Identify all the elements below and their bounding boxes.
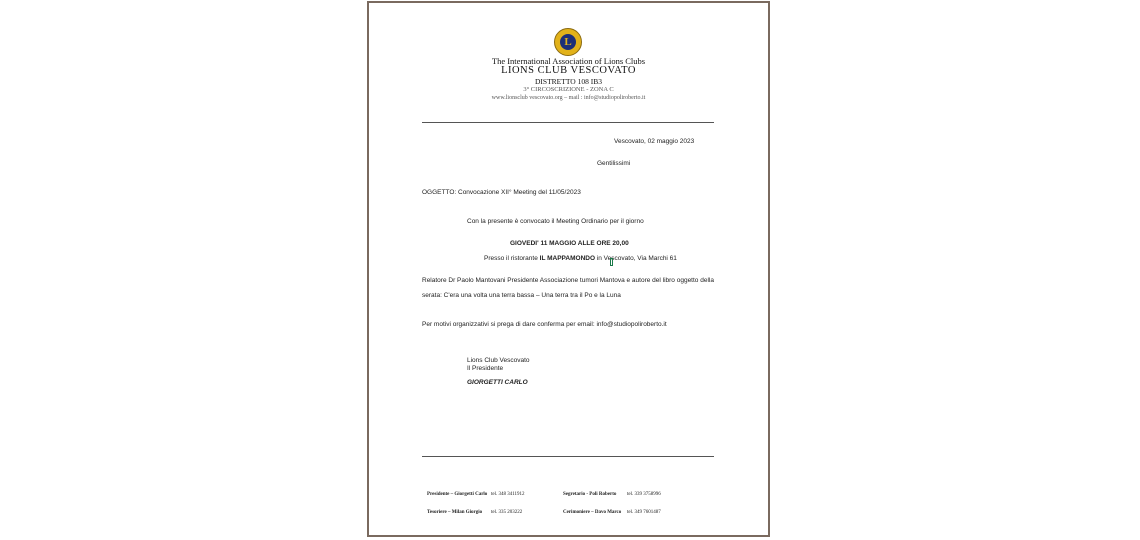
signoff-name: GIORGETTI CARLO (467, 379, 528, 386)
signoff-club: Lions Club Vescovato (467, 357, 530, 364)
header-divider (422, 122, 714, 123)
association-name: The International Association of Lions Clubs (491, 56, 646, 66)
venue-prefix: Presso il ristorante (484, 255, 540, 262)
meeting-datetime: GIOVEDI' 11 MAGGIO ALLE ORE 20,00 (510, 240, 629, 247)
footer-secretary: Segretario - Poli Roberto (563, 492, 617, 497)
district: DISTRETTO 108 IB3 (535, 77, 602, 86)
signoff-role: Il Presidente (467, 365, 504, 372)
confirmation-line: Per motivi organizzativi si prega di dare conferma per email: info@studiopoliroberto.it (422, 321, 667, 328)
footer-treasurer: Tesoriere – Milan Giorgio (427, 510, 483, 515)
circoscrizione: 3° CIRCOSCRIZIONE - ZONA C (523, 86, 614, 93)
text-cursor (610, 258, 613, 266)
intro-line: Con la presente è convocato il Meeting Ordinario per il giorno (467, 218, 644, 225)
footer-secretary-tel: tel. 339 3758996 (627, 492, 661, 497)
letter-date: Vescovato, 02 maggio 2023 (614, 138, 695, 145)
footer-president-tel: tel. 348 3411912 (491, 492, 525, 497)
footer-ceremony: Cerimoniere – Davo Marco (563, 510, 622, 515)
venue-suffix: in Vescovato, Via Marchi 61 (595, 255, 677, 262)
speaker-line-2: serata: C'era una volta una terra bassa – Una terra tra il Po e la Luna (422, 292, 621, 299)
venue-name: IL MAPPAMONDO (539, 255, 596, 262)
lions-logo (554, 28, 582, 56)
footer-divider (422, 456, 714, 457)
footer-treasurer-tel: tel. 335 203222 (491, 510, 523, 515)
footer-ceremony-tel: tel. 349 7601487 (627, 510, 661, 515)
footer-president: Presidente – Giorgetti Carlo (427, 492, 488, 497)
club-name: LIONS CLUB VESCOVATO (501, 65, 636, 76)
subject-line: OGGETTO: Convocazione XII° Meeting del 11/05/2023 (422, 189, 581, 196)
lions-logo-letter: L (560, 34, 576, 50)
letter-page (367, 1, 770, 537)
venue-line (484, 255, 677, 262)
speaker-line-1: Relatore Dr Paolo Mantovani Presidente Associazione tumori Mantova e autore del libro oggetto della (422, 277, 714, 284)
header-contacts: www.lionsclub vescovato.org – mail : info@studiopoliroberto.it (491, 95, 646, 101)
greeting: Gentilissimi (597, 160, 631, 167)
